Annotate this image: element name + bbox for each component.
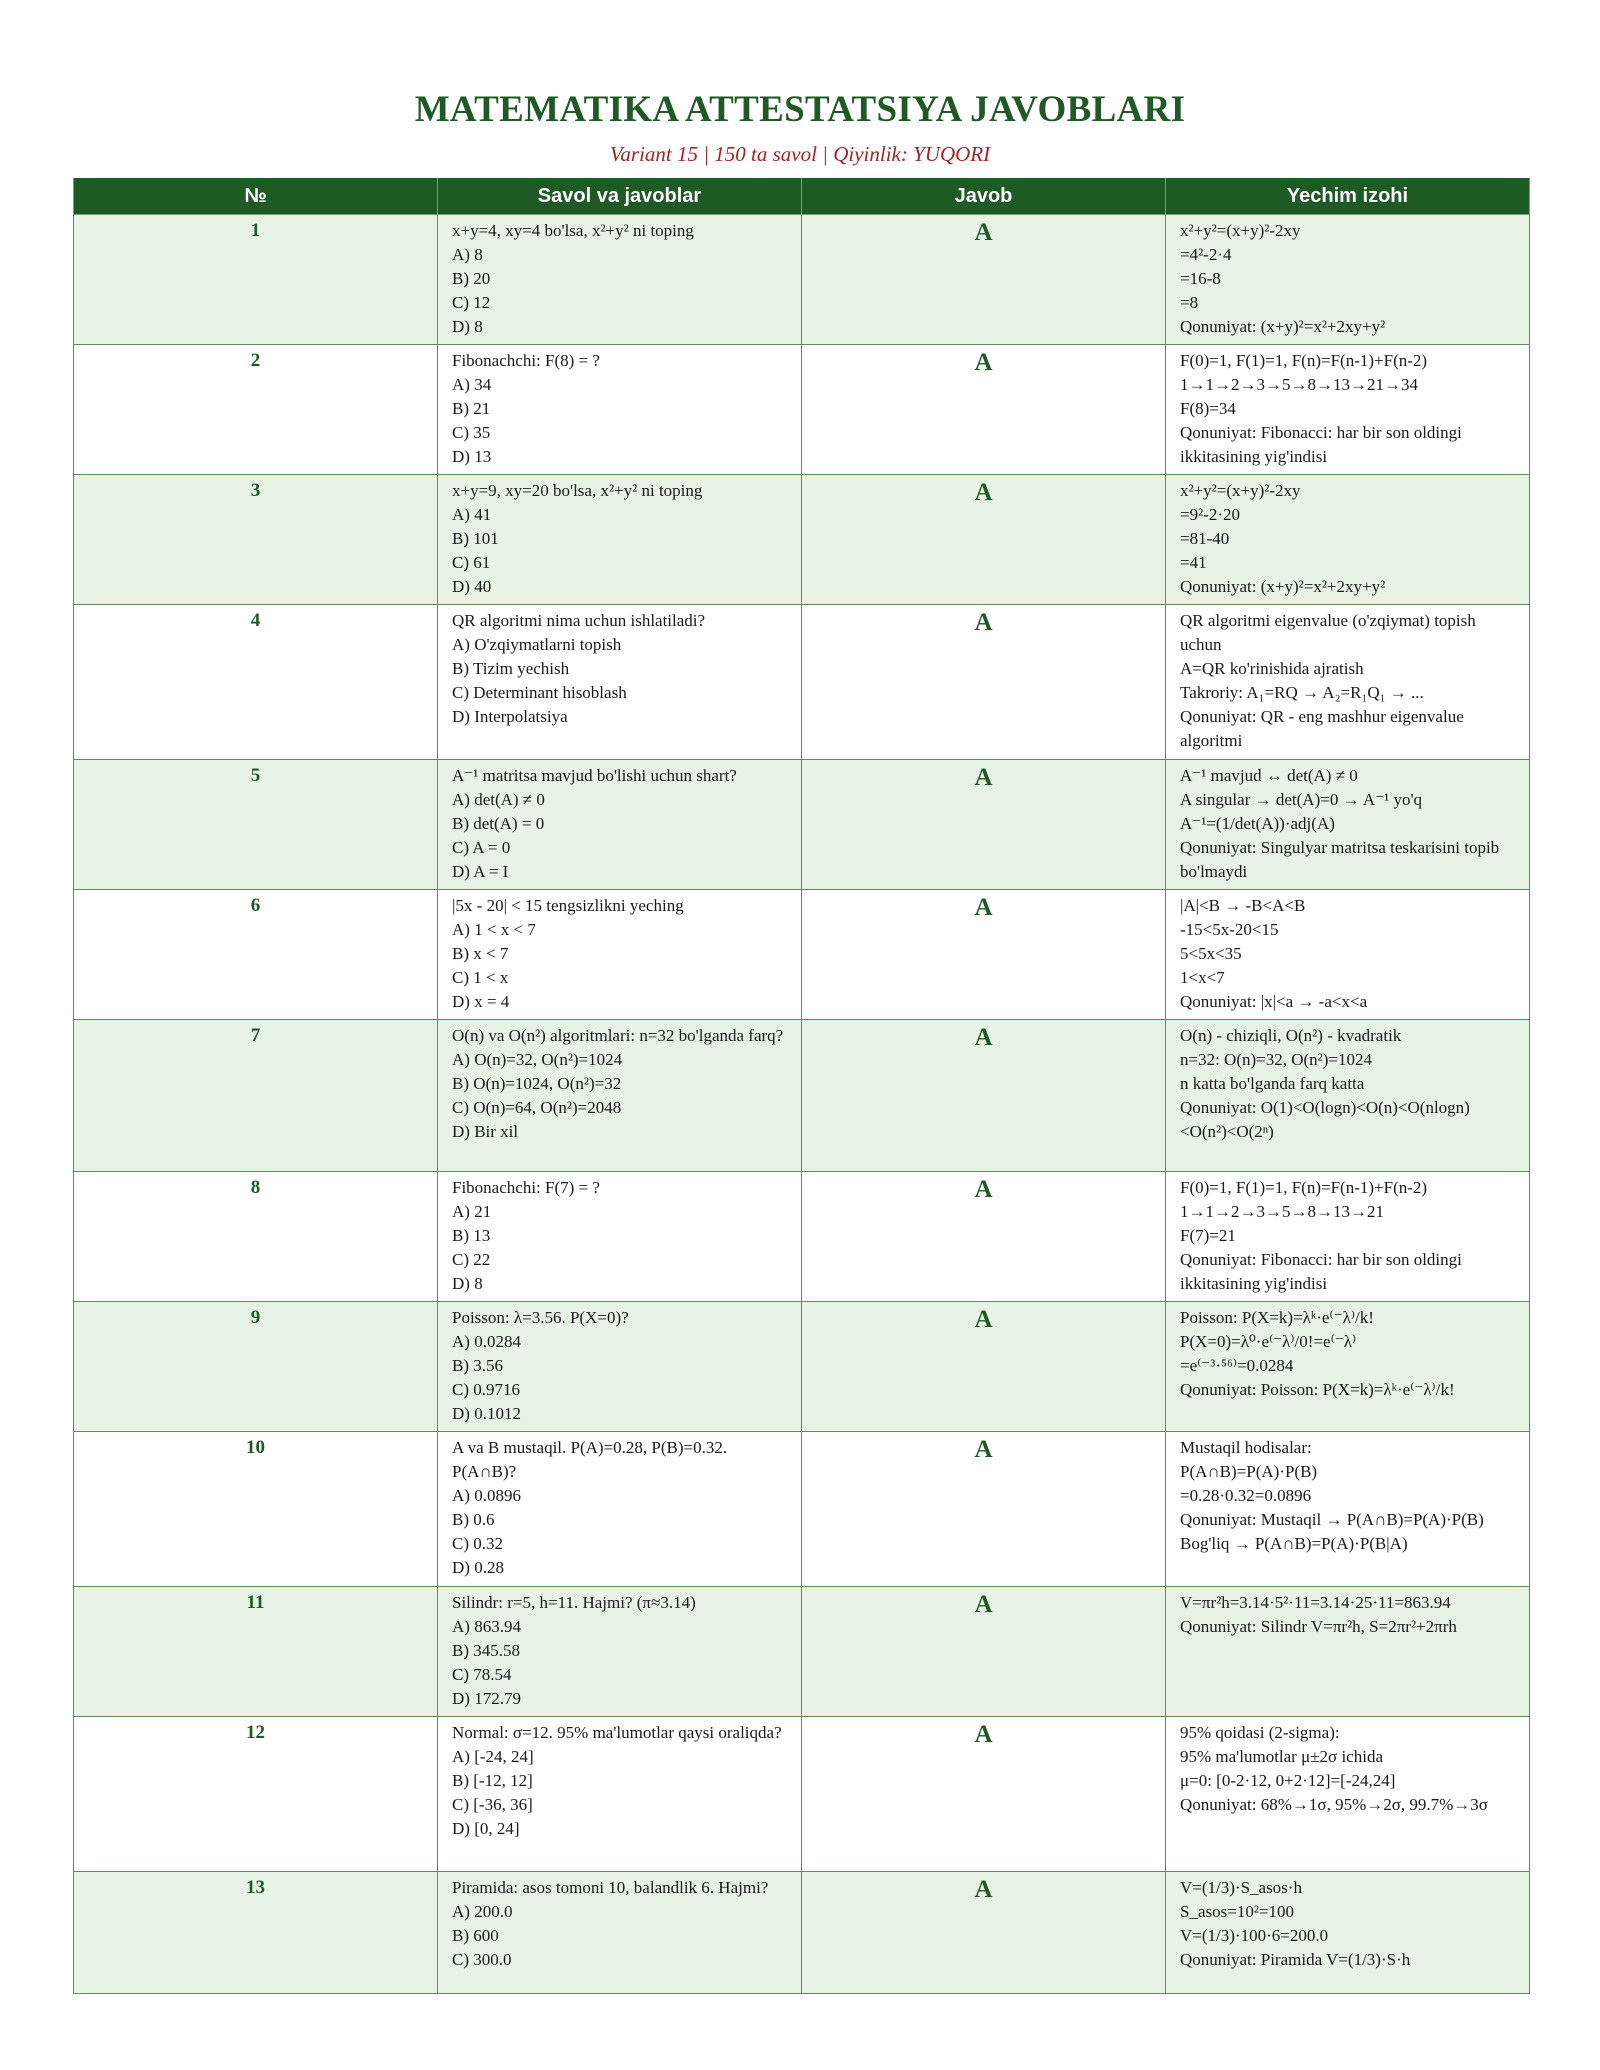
table-row [74,1717,1530,1872]
solution-line: F(8)=34 [1180,399,1236,418]
solution-cell [1166,1020,1530,1172]
page-subtitle: Variant 15 | 150 ta savol | Qiyinlik: YUQORI [609,142,991,166]
correct-answer: A [802,1172,1166,1302]
question-text: Piramida: asos tomoni 10, balandlik 6. Hajmi? [452,1878,769,1897]
question-number: 6 [74,890,438,1020]
solution-line: =8 [1180,293,1199,312]
answer-option: A) 21 [452,1202,492,1221]
question-number: 5 [74,760,438,890]
question-cell [438,605,802,760]
question-number: 4 [74,605,438,760]
table-row [74,1872,1530,1994]
question-cell [438,890,802,1020]
correct-answer: A [802,1872,1166,1994]
solution-cell [1166,1717,1530,1872]
question-cell [438,1302,802,1432]
table-row [74,215,1530,345]
solution-line: Mustaqil hodisalar: [1180,1438,1312,1457]
header-number: № [74,178,438,215]
solution-cell [1166,345,1530,475]
table-row [74,1432,1530,1587]
solution-line: Qonuniyat: Poisson: P(X=k)=λᵏ·e⁽⁻λ⁾/k! [1180,1380,1455,1399]
solution-line: 5<5x<35 [1180,944,1242,963]
solution-line: n katta bo'lganda farq katta [1180,1074,1365,1093]
question-cell [438,1872,802,1994]
answer-option: C) 78.54 [452,1665,512,1684]
solution-line: μ=0: [0-2·12, 0+2·12]=[-24,24] [1180,1771,1396,1790]
question-number: 11 [74,1587,438,1717]
table-header [74,178,1530,215]
header-row [74,178,1530,215]
solution-line: =16-8 [1180,269,1221,288]
solution-line: Qonuniyat: Fibonacci: har bir son oldingi ikkitasining yig'indisi [1180,1250,1462,1293]
solution-line: Bog'liq → P(A∩B)=P(A)·P(B|A) [1180,1534,1408,1553]
solution-cell [1166,475,1530,605]
answer-option: D) 13 [452,447,492,466]
question-text: x+y=4, xy=4 bo'lsa, x²+y² ni toping [452,221,694,240]
question-number: 9 [74,1302,438,1432]
solution-cell [1166,605,1530,760]
question-number: 7 [74,1020,438,1172]
answer-option: D) 0.28 [452,1558,504,1577]
table-row [74,475,1530,605]
table-row [74,1302,1530,1432]
solution-line: |A|<B → -B<A<B [1180,896,1306,915]
correct-answer: A [802,1717,1166,1872]
answer-option: C) 0.32 [452,1534,503,1553]
answer-option: A) 1 < x < 7 [452,920,536,939]
solution-line: Qonuniyat: (x+y)²=x²+2xy+y² [1180,577,1386,596]
solution-cell [1166,1302,1530,1432]
answer-option: D) 172.79 [452,1689,521,1708]
solution-cell [1166,1587,1530,1717]
solution-line: S_asos=10²=100 [1180,1902,1295,1921]
solution-line: 1→1→2→3→5→8→13→21→34 [1180,375,1418,394]
answer-option: A) 34 [452,375,492,394]
solution-cell [1166,215,1530,345]
answer-option: C) 1 < x [452,968,509,987]
solution-line: 95% ma'lumotlar μ±2σ ichida [1180,1747,1383,1766]
question-cell [438,345,802,475]
question-cell [438,760,802,890]
answer-option: B) 20 [452,269,491,288]
solution-line: A⁻¹ mavjud ↔ det(A) ≠ 0 [1180,766,1358,785]
question-text: QR algoritmi nima uchun ishlatiladi? [452,611,706,630]
answer-option: C) 0.9716 [452,1380,520,1399]
correct-answer: A [802,1302,1166,1432]
correct-answer: A [802,1432,1166,1587]
correct-answer: A [802,890,1166,1020]
solution-line: Qonuniyat: QR - eng mashhur eigenvalue algoritmi [1180,707,1464,750]
answer-option: D) A = I [452,862,509,881]
solution-line: 1→1→2→3→5→8→13→21 [1180,1202,1384,1221]
solution-line: A=QR ko'rinishida ajratish [1180,659,1364,678]
question-cell [438,475,802,605]
solution-line: A⁻¹=(1/det(A))·adj(A) [1180,814,1335,833]
answer-option: A) O'zqiymatlarni topish [452,635,622,654]
question-text: Fibonachchi: F(7) = ? [452,1178,600,1197]
answer-option: A) 41 [452,505,492,524]
page-title: MATEMATIKA ATTESTATSIYA JAVOBLARI [414,89,1186,130]
answer-option: C) O(n)=64, O(n²)=2048 [452,1098,622,1117]
answer-option: D) 40 [452,577,492,596]
solution-line: 95% qoidasi (2-sigma): [1180,1723,1340,1742]
header-solution: Yechim izohi [1166,178,1530,215]
answer-option: A) 200.0 [452,1902,513,1921]
answer-option: A) 0.0896 [452,1486,521,1505]
table-row [74,1020,1530,1172]
correct-answer: A [802,475,1166,605]
answer-option: B) 13 [452,1226,491,1245]
solution-line: =e⁽⁻³·⁵⁶⁾=0.0284 [1180,1356,1294,1375]
solution-line: =0.28·0.32=0.0896 [1180,1486,1312,1505]
answer-option: B) 21 [452,399,491,418]
answer-option: A) 863.94 [452,1617,521,1636]
solution-line: 1<x<7 [1180,968,1225,987]
solution-line: Qonuniyat: Fibonacci: har bir son oldingi ikkitasining yig'indisi [1180,423,1462,466]
answer-option: A) 0.0284 [452,1332,521,1351]
answer-option: A) [-24, 24] [452,1747,534,1766]
table-row [74,890,1530,1020]
solution-line: x²+y²=(x+y)²-2xy [1180,221,1301,240]
answer-option: A) det(A) ≠ 0 [452,790,545,809]
solution-line: Qonuniyat: Mustaqil → P(A∩B)=P(A)·P(B) [1180,1510,1484,1529]
answer-option: B) 600 [452,1926,499,1945]
answers-table [73,178,1530,1994]
solution-line: QR algoritmi eigenvalue (o'zqiymat) topish uchun [1180,611,1476,654]
solution-line: O(n) - chiziqli, O(n²) - kvadratik [1180,1026,1402,1045]
question-number: 1 [74,215,438,345]
answer-option: D) Bir xil [452,1122,519,1141]
table-row [74,1172,1530,1302]
solution-cell [1166,1432,1530,1587]
solution-line: =9²-2·20 [1180,505,1241,524]
answer-option: A) 8 [452,245,483,264]
solution-line: F(0)=1, F(1)=1, F(n)=F(n-1)+F(n-2) [1180,1178,1428,1197]
answer-option: C) Determinant hisoblash [452,683,627,702]
question-cell [438,1020,802,1172]
solution-line: P(X=0)=λ⁰·e⁽⁻λ⁾/0!=e⁽⁻λ⁾ [1180,1332,1357,1351]
answer-option: C) 22 [452,1250,491,1269]
answer-option: A) O(n)=32, O(n²)=1024 [452,1050,623,1069]
table-body [74,215,1530,1994]
answer-option: B) 3.56 [452,1356,503,1375]
solution-line: =81-40 [1180,529,1230,548]
solution-line: Takroriy: A₁=RQ → A₂=R₁Q₁ → ... [1180,683,1424,702]
answer-option: D) 8 [452,1274,483,1293]
answer-option: D) Interpolatsiya [452,707,568,726]
question-text: O(n) va O(n²) algoritmlari: n=32 bo'lganda farq? [452,1026,784,1045]
solution-cell [1166,890,1530,1020]
answer-option: C) 61 [452,553,491,572]
solution-line: =41 [1180,553,1207,572]
solution-line: Qonuniyat: Silindr V=πr²h, S=2πr²+2πrh [1180,1617,1457,1636]
answer-option: B) 101 [452,529,499,548]
solution-line: -15<5x-20<15 [1180,920,1279,939]
solution-line: F(7)=21 [1180,1226,1236,1245]
question-number: 2 [74,345,438,475]
correct-answer: A [802,760,1166,890]
answer-option: D) 0.1012 [452,1404,521,1423]
answer-option: C) 35 [452,423,491,442]
answer-option: C) A = 0 [452,838,511,857]
question-number: 8 [74,1172,438,1302]
answer-option: B) x < 7 [452,944,509,963]
correct-answer: A [802,215,1166,345]
solution-cell [1166,760,1530,890]
solution-line: V=πr²h=3.14·5²·11=3.14·25·11=863.94 [1180,1593,1451,1612]
answer-option: B) [-12, 12] [452,1771,533,1790]
question-text: Normal: σ=12. 95% ma'lumotlar qaysi oraliqda? [452,1723,782,1742]
question-text: A va B mustaqil. P(A)=0.28, P(B)=0.32. P(A∩B)? [452,1438,728,1481]
solution-line: Qonuniyat: |x|<a → -a<x<a [1180,992,1368,1011]
answer-option: B) 0.6 [452,1510,495,1529]
solution-line: x²+y²=(x+y)²-2xy [1180,481,1301,500]
table-row [74,1587,1530,1717]
answer-option: D) x = 4 [452,992,510,1011]
answer-option: D) [0, 24] [452,1819,520,1838]
solution-cell [1166,1172,1530,1302]
solution-line: Qonuniyat: (x+y)²=x²+2xy+y² [1180,317,1386,336]
question-text: A⁻¹ matritsa mavjud bo'lishi uchun shart? [452,766,737,785]
correct-answer: A [802,1587,1166,1717]
answer-option: B) 345.58 [452,1641,520,1660]
solution-line: P(A∩B)=P(A)·P(B) [1180,1462,1318,1481]
correct-answer: A [802,605,1166,760]
question-cell [438,1717,802,1872]
question-text: Poisson: λ=3.56. P(X=0)? [452,1308,629,1327]
answer-option: B) O(n)=1024, O(n²)=32 [452,1074,622,1093]
solution-line: Qonuniyat: 68%→1σ, 95%→2σ, 99.7%→3σ [1180,1795,1488,1814]
answer-option: B) Tizim yechish [452,659,570,678]
solution-line: Qonuniyat: Piramida V=(1/3)·S·h [1180,1950,1411,1969]
solution-line: =4²-2·4 [1180,245,1232,264]
question-cell [438,1432,802,1587]
question-text: Silindr: r=5, h=11. Hajmi? (π≈3.14) [452,1593,696,1612]
answer-option: D) 8 [452,317,483,336]
header-answer: Javob [802,178,1166,215]
answer-option: B) det(A) = 0 [452,814,545,833]
solution-line: Poisson: P(X=k)=λᵏ·e⁽⁻λ⁾/k! [1180,1308,1374,1327]
question-text: Fibonachchi: F(8) = ? [452,351,600,370]
solution-line: Qonuniyat: O(1)<O(logn)<O(n)<O(nlogn)<O(n²)<O(2ⁿ) [1180,1098,1470,1141]
answer-option: C) 300.0 [452,1950,512,1969]
correct-answer: A [802,1020,1166,1172]
table-row [74,345,1530,475]
solution-line: Qonuniyat: Singulyar matritsa teskarisini topib bo'lmaydi [1180,838,1500,881]
solution-line: n=32: O(n)=32, O(n²)=1024 [1180,1050,1373,1069]
answer-option: C) [-36, 36] [452,1795,533,1814]
question-number: 12 [74,1717,438,1872]
header-question: Savol va javoblar [438,178,802,215]
question-number: 3 [74,475,438,605]
question-text: |5x - 20| < 15 tengsizlikni yeching [452,896,684,915]
question-cell [438,215,802,345]
solution-line: F(0)=1, F(1)=1, F(n)=F(n-1)+F(n-2) [1180,351,1428,370]
answer-option: C) 12 [452,293,491,312]
solution-line: V=(1/3)·S_asos·h [1180,1878,1302,1897]
solution-line: A singular → det(A)=0 → A⁻¹ yo'q [1180,790,1423,809]
solution-cell [1166,1872,1530,1994]
question-cell [438,1172,802,1302]
question-number: 13 [74,1872,438,1994]
correct-answer: A [802,345,1166,475]
table-row [74,760,1530,890]
question-number: 10 [74,1432,438,1587]
table-row [74,605,1530,760]
solution-line: V=(1/3)·100·6=200.0 [1180,1926,1329,1945]
question-cell [438,1587,802,1717]
question-text: x+y=9, xy=20 bo'lsa, x²+y² ni toping [452,481,703,500]
